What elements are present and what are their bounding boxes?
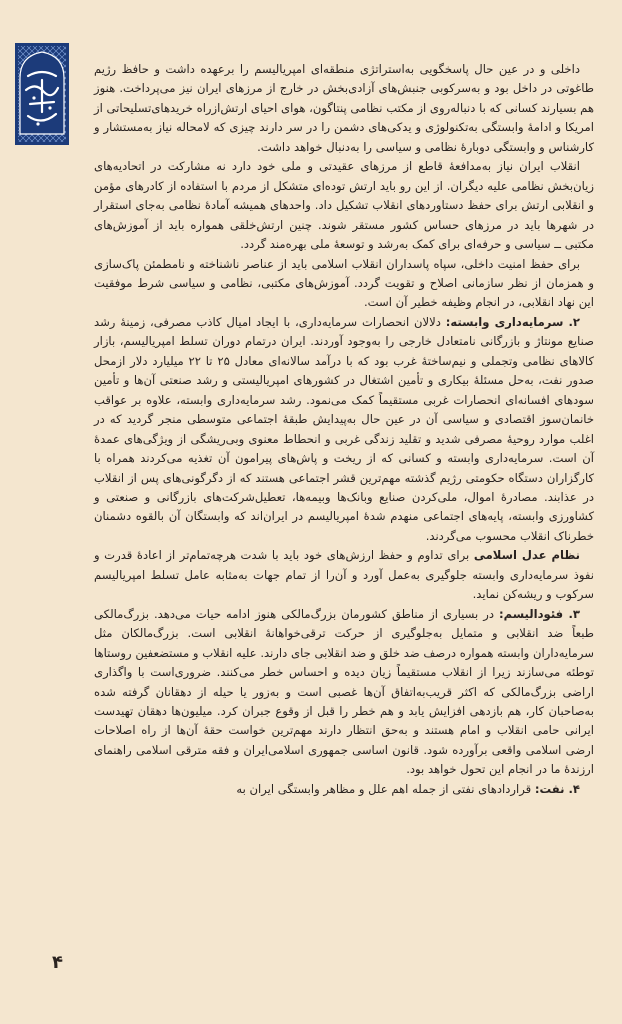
paragraph-text: در بسیاری از مناطق کشورمان بزرگ‌مالکی هنوز ادامه حیات می‌دهد. بزرگ‌مالکی طبعاً ضد انقلابی و متمایل به‌جلوگیری از حرکت ترقی‌خواهانهٔ انقلابی است. بزرگ‌مالکان مثل سرمایه‌داران وابسته همواره درصف ضد خلق و ضد انقلابی جای دارند. علیه انقلاب و مستضعفین روستاها توطئه می‌سازند زیرا از انقلاب مستقیماً زیان دیده و احساس خطر می‌کنند. ضروری‌است با واگذاری اراضی بزرگ‌مالکی که اکثر قریب‌به‌اتفاق آن‌ها غصبی است و به‌زور یا حیله از دهقانان گرفته شده به‌صاحبان کار، هم بازدهی افزایش یابد و هم خطر را قبل از وقوع جبران کرد. میلیون‌ها دهقان تهیدست ایرانی حامی انقلاب و امام هستند و به‌حق انتظار دارند مهم‌ترین خواست حقهٔ آن‌ها از راه اصلاحات ارضی اسلامی واقعی برآورده شود. قانون اساسی جمهوری اسلامی‌ایران و فقه مترقی اسلامی راهنمای ارزندهٔ ما در انجام این تحول خواهد بود.: [94, 606, 594, 777]
paragraph-text: برای تداوم و حفظ ارزش‌های خود باید با شدت هرچه‌تمام‌تر از اعادهٔ قدرت و نفوذ سرمایه‌داری وابسته جلوگیری به‌عمل آورد و آن‌را از تمام جهات به‌مثابه عامل تسلط امپریالیسم سرکوب و ریشه‌کن نماید.: [94, 548, 594, 602]
section-feudalism: [94, 605, 594, 780]
paragraph-text: انقلاب ایران نیاز به‌مدافعهٔ قاطع از مرزهای عقیدتی و ملی خود دارد نه مشارکت در اتحادیه‌های زیان‌بخش نظامی علیه دیگران. از این رو باید ارتش توده‌ای متشکل از مردم با استفاده از کادرهای مؤمن و انقلابی ارتش برای حفظ دستاوردهای انقلاب تشکیل داد. واحدهای همیشه آمادهٔ نظامی به‌جای استقرار در شهرها باید در مرزهای حساس کشور مستقر شوند. چنین ارتش‌خلقی همواره باید از آموزش‌های مکتبی ــ سیاسی و حرفه‌ای برای کمک به‌رشد و توسعهٔ ملی بهره‌مند گردد.: [94, 159, 594, 252]
paragraph-text: برای حفظ امنیت داخلی، سپاه پاسداران انقلاب اسلامی باید از عناصر ناشناخته و نامطمئن پاک‌سازی و همزمان از نظر سازمانی اصلاح و تقویت گردد. آموزش‌های مکتبی، نظامی و سیاسی شرط موفقیت این نهاد انقلابی، در انجام وظیفه خطیر آن است.: [94, 256, 594, 310]
section-heading: ۲. سرمایه‌داری وابسته:: [445, 314, 580, 329]
paragraph-internal-security: [94, 255, 594, 313]
paragraph-military-dependency: [94, 60, 594, 157]
section-heading: ۴. نفت:: [534, 781, 580, 796]
section-oil: [94, 780, 594, 799]
paragraph-text: داخلی و در عین حال پاسخگویی به‌استراتژی منطقه‌ای امپریالیسم را برعهده داشت و حافظ رژیم طاغوتی در داخل بود و به‌سرکوبی جنبش‌های آزادی‌بخش در خارج از مرزهای ایران نیز می‌پرداخت. هنوز هم بسیارند کسانی که با دنباله‌روی از مکتب نظامی پنتاگون، هوای احیای ارتش‌ازراه خریدهای‌تسلیحاتی از امریکا و ادامهٔ وابستگی به‌تکنولوژی و یدکی‌های دشمن را در سر دارند چیزی که لامحاله نیاز به‌مستشار و کارشناس و وابستگی دوبارهٔ نظامی و سیاسی را به‌دنبال خواهد داشت.: [94, 62, 594, 154]
paragraph-peoples-army: [94, 157, 594, 254]
paragraph-text: قراردادهای نفتی از جمله اهم علل و مظاهر وابستگی ایران به: [236, 781, 535, 796]
paragraph-lead: نظام عدل اسلامی: [473, 548, 580, 563]
section-heading: ۳. فئودالیسم:: [499, 606, 580, 621]
paragraph-text: دلالان انحصارات سرمایه‌داری، با ایجاد امیال کاذب مصرفی، زمینهٔ رشد صنایع مونتاژ و بازرگانی نامتعادل خارجی را به‌وجود آوردند. ایران درتمام دوران تسلط امپریالیسم، بازار کالاهای نظامی وتجملی و نیم‌ساختهٔ غرب بود که با درآمد سالانه‌ای معادل ۲۵ تا ۲۲ میلیارد دلار ازمحل صدور نفت، به‌حل مسئلهٔ بیکاری و تأمین اشتغال در کشورهای امپریالیستی و رشد صنعتی آن‌ها و تأمین سودهای افسانه‌ای انحصارات غربی مستقیماً کمک می‌نمود. رشد سرمایه‌داری وابسته، علاوه بر عواقب خانمان‌سوز اقتصادی و سیاسی آن در عین حال به‌پیدایش طبقهٔ اجتماعی متوسطی منجر گردید که در اغلب موارد روحیهٔ مصرفی شدید و تقلید زندگی غربی و انحطاط معنوی وبی‌ریشگی از ویژگی‌های عمدهٔ آن است. سرمایه‌داری وابسته و کسانی که از ریخت و پاش‌های پیرامون آن تغذیه می‌کردند همراه با کارگزاران دستگاه حکومتی رژیم گذشته مهم‌ترین قشر اجتماعی هستند که از دگرگونی‌های پس از انقلاب در عذابند. مصادرهٔ اموال، ملی‌کردن صنایع وبانک‌ها وبیمه‌ها، تعطیل‌شرکت‌های بازرگانی و صنعتی و کشاورزی وابسته، پایه‌های اجتماعی منهدم شدهٔ امپریالیسم در ایران‌اند که وابستگان آن بالقوه دشمنان خطرناک انقلاب محسوب می‌گردند.: [94, 314, 594, 543]
page-number: ۴: [52, 952, 63, 973]
paragraph-islamic-justice: [94, 546, 594, 604]
calligraphy-seal-logo: [14, 42, 70, 146]
section-dependent-capitalism: [94, 313, 594, 546]
document-body: [94, 60, 594, 799]
